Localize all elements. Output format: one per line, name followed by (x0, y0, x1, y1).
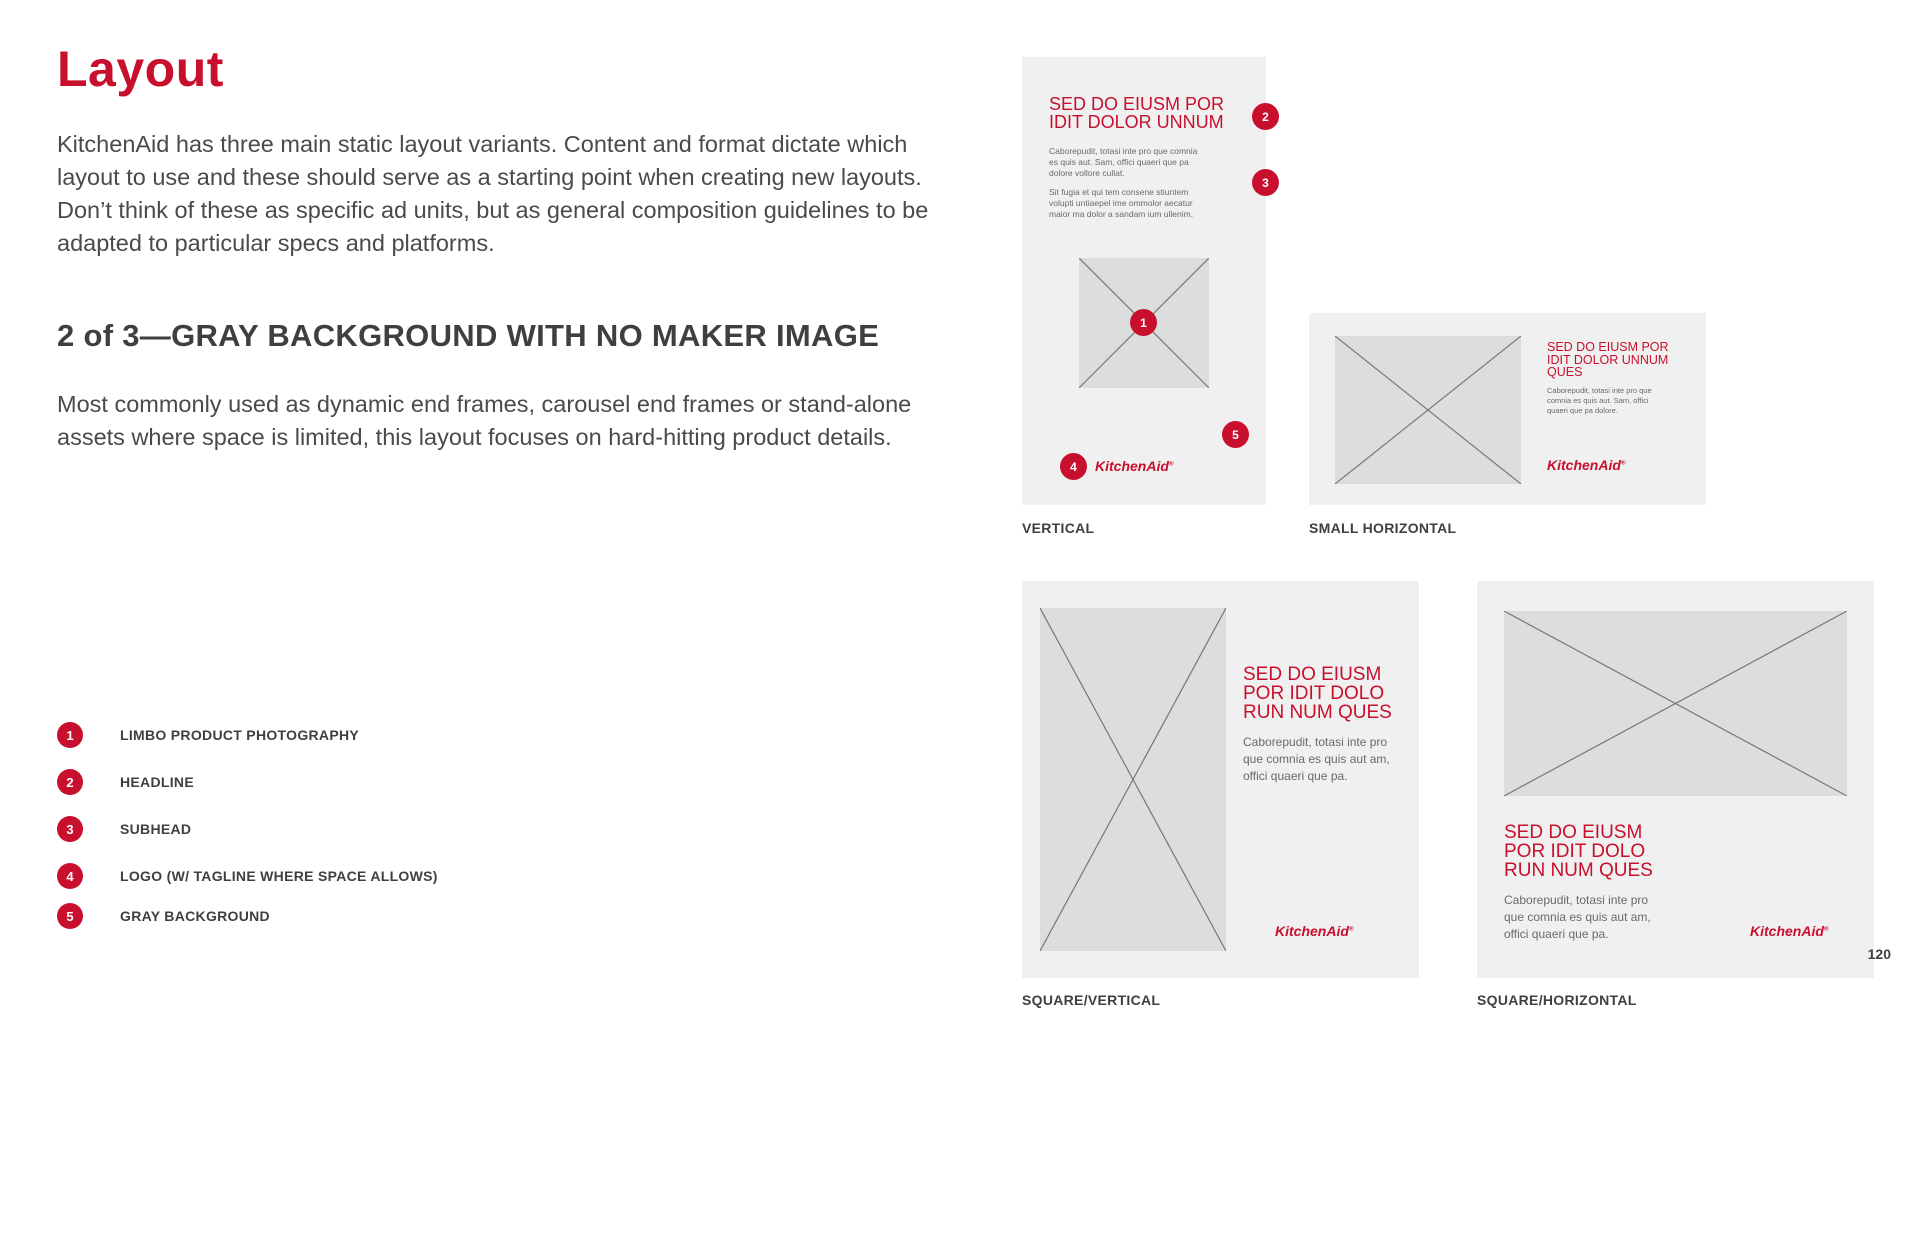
legend-label: LIMBO PRODUCT PHOTOGRAPHY (120, 727, 360, 743)
kitchenaid-logo: KitchenAid® (1547, 457, 1626, 473)
number-badge: 1 (57, 722, 83, 748)
headline: SED DO EIUSM POR IDIT DOLO RUN NUM QUES (1243, 664, 1392, 723)
legend-label: LOGO (W/ TAGLINE WHERE SPACE ALLOWS) (120, 868, 438, 884)
legend-label: GRAY BACKGROUND (120, 908, 270, 924)
layout-caption: SQUARE/VERTICAL (1022, 992, 1161, 1008)
subhead: Caborepudit, totasi inte pro que comnia es quis aut am, offici quaeri que pa. (1243, 735, 1390, 783)
section-body: Most commonly used as dynamic end frames, carousel end frames or stand-alone assets where space is limited, this layout focuses on hard-hitting product details. (57, 391, 912, 450)
legend-label: SUBHEAD (120, 821, 192, 837)
subhead: Caborepudit, totasi inte pro que comnia es quis aut. Sam, offici quaeri que pa dolore. (1547, 386, 1652, 415)
section-heading: 2 of 3—GRAY BACKGROUND WITH NO MAKER IMAGE (57, 318, 880, 353)
subhead: Sit fugia et qui tem consene stiuntem volupti untiaepel ime ommolor aecatur maior ma dolor a sandam ium ullenim. (1049, 187, 1194, 219)
number-badge: 5 (57, 903, 83, 929)
image-placeholder (1040, 608, 1226, 951)
headline: SED DO EIUSM POR IDIT DOLO RUN NUM QUES (1504, 822, 1653, 881)
page-number: 120 (1867, 946, 1891, 962)
kitchenaid-logo: KitchenAid® (1275, 923, 1354, 939)
headline: SED DO EIUSM POR IDIT DOLOR UNNUM (1049, 94, 1225, 132)
legend-item (57, 816, 192, 842)
vertical-layout-panel (1022, 57, 1266, 505)
callout-badge: 1 (1130, 309, 1157, 336)
small-horizontal-layout-panel (1309, 313, 1706, 505)
number-badge: 2 (57, 769, 83, 795)
subhead: Caborepudit, totasi inte pro que comnia es quis aut. Sam, offici quaeri que pa dolore vollore cullat. (1049, 146, 1198, 178)
subhead: Caborepudit, totasi inte pro que comnia es quis aut am, offici quaeri que pa. (1504, 893, 1651, 941)
callout-badge: 5 (1222, 421, 1249, 448)
image-placeholder (1504, 611, 1847, 796)
image-placeholder (1335, 336, 1521, 484)
number-badge: 4 (57, 863, 83, 889)
legend-item (57, 863, 438, 889)
number-badge: 3 (57, 816, 83, 842)
callout-badge: 4 (1060, 453, 1087, 480)
layout-caption: SMALL HORIZONTAL (1309, 520, 1457, 536)
square-vertical-layout-panel (1022, 581, 1419, 978)
legend-item (57, 722, 360, 748)
callout-badge: 2 (1252, 103, 1279, 130)
legend-item (57, 903, 270, 929)
kitchenaid-logo: KitchenAid® (1750, 923, 1829, 939)
intro-paragraph: KitchenAid has three main static layout variants. Content and format dictate which layout to use and these should serve as a starting point when creating new layouts. Don’t think of these as specific ad units, but as general composition guidelines to be adapted to particular specs and platforms. (57, 131, 929, 256)
square-horizontal-layout-panel (1477, 581, 1874, 978)
headline: SED DO EIUSM POR IDIT DOLOR UNNUM QUES (1547, 340, 1669, 379)
page-title: Layout (57, 41, 224, 97)
layout-caption: VERTICAL (1022, 520, 1095, 536)
callout-badge: 3 (1252, 169, 1279, 196)
legend-label: HEADLINE (120, 774, 194, 790)
layout-caption: SQUARE/HORIZONTAL (1477, 992, 1637, 1008)
legend-item (57, 769, 194, 795)
kitchenaid-logo: KitchenAid® (1095, 458, 1174, 474)
